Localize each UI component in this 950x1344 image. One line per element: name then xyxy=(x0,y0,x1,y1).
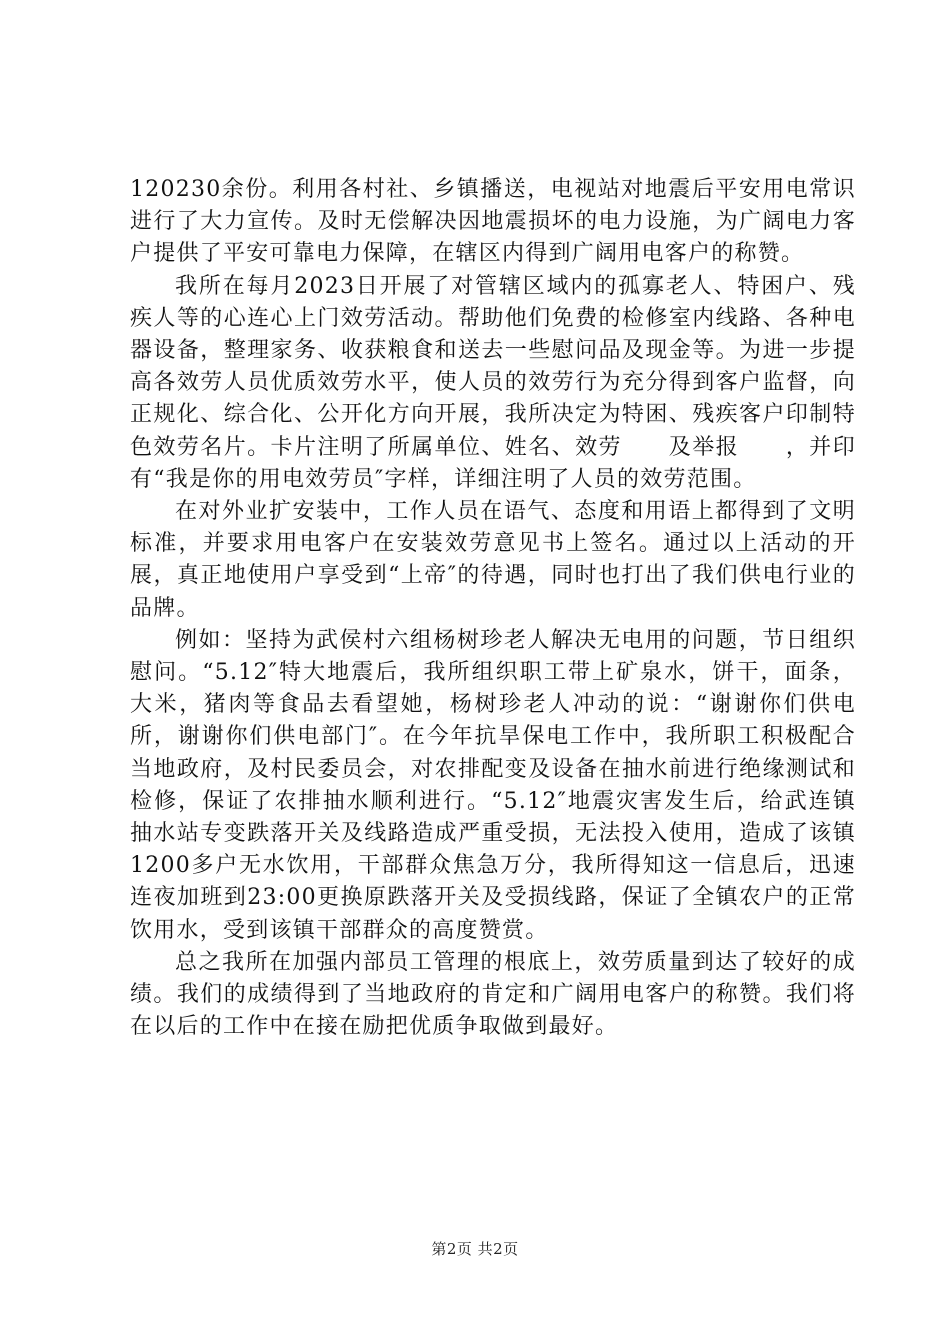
paragraph-1: 120230余份。利用各村社、乡镇播送，电视站对地震后平安用电常识进行了大力宣传。及时无偿解决因地震损坏的电力设施，为广阔电力客户提供了平安可靠电力保障，在辖区内得到广阔用电客户的称赞。 xyxy=(130,177,856,267)
document-body xyxy=(130,174,856,1043)
paragraph-4: 例如：坚持为武侯村六组杨树珍老人解决无电用的问题，节日组织慰问。“5.12″特大地震后，我所组织职工带上矿泉水，饼干，面条，大米，猪肉等食品去看望她，杨树珍老人冲动的说：“谢谢你们供电所，谢谢你们供电部门″。在今年抗旱保电工作中，我所职工积极配合当地政府，及村民委员会，对农排配变及设备在抽水前进行绝缘测试和检修，保证了农排抽水顺利进行。“5.12″地震灾害发生后，给武连镇抽水站专变跌落开关及线路造成严重受损，无法投入使用，造成了该镇1200多户无水饮用，干部群众焦急万分，我所得知这一信息后，迅速连夜加班到23:00更换原跌落开关及受损线路，保证了全镇农户的正常饮用水，受到该镇干部群众的高度赞赏。 xyxy=(130,627,856,943)
paragraph-2: 我所在每月2023日开展了对管辖区域内的孤寡老人、特困户、残疾人等的心连心上门效劳活动。帮助他们免费的检修室内线路、各种电器设备，整理家务、收获粮食和送去一些慰问品及现金等。为进一步提高各效劳人员优质效劳水平，使人员的效劳行为充分得到客户监督，向正规化、综合化、公开化方向开展，我所决定为特困、残疾客户印制特色效劳名片。卡片注明了所属单位、姓名、效劳 及举报 ，并印有“我是你的用电效劳员″字样，详细注明了人员的效劳范围。 xyxy=(130,273,856,492)
paragraph-5: 总之我所在加强内部员工管理的根底上，效劳质量到达了较好的成绩。我们的成绩得到了当地政府的肯定和广阔用电客户的称赞。我们将在以后的工作中在接在励把优质争取做到最好。 xyxy=(130,949,856,1040)
page-footer: 第2页 共2页 xyxy=(431,1240,519,1258)
paragraph-3: 在对外业扩安装中，工作人员在语气、态度和用语上都得到了文明标准，并要求用电客户在安装效劳意见书上签名。通过以上活动的开展，真正地使用户享受到“上帝″的待遇，同时也打出了我们供电行业的品牌。 xyxy=(130,499,856,621)
